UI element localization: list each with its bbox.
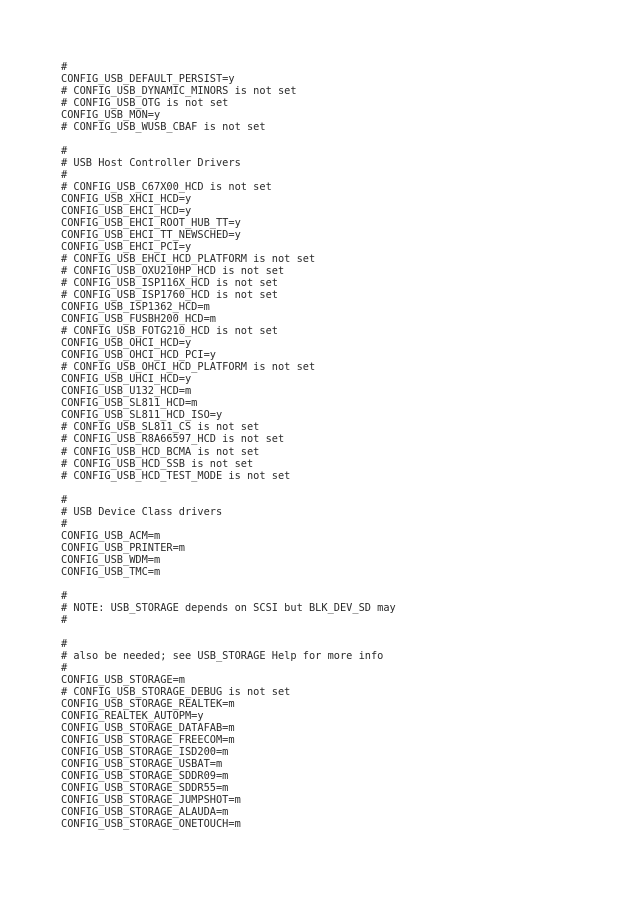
config-line: CONFIG_USB_DEFAULT_PERSIST=y [61,73,235,86]
config-line: # [61,517,68,530]
config-line: CONFIG_USB_ISP1362_HCD=m [61,301,210,314]
config-line: # CONFIG_USB_HCD_TEST_MODE is not set [61,469,291,482]
config-line: # USB Host Controller Drivers [61,157,241,170]
config-line: # CONFIG_USB_HCD_SSB is not set [61,457,254,470]
config-line: CONFIG_USB_ACM=m [61,529,161,542]
config-line [61,578,396,590]
config-line: CONFIG_USB_STORAGE_ALAUDA=m [61,805,229,818]
config-line: CONFIG_USB_STORAGE_REALTEK=m [61,697,235,710]
config-line: CONFIG_USB_STORAGE_FREECOM=m [61,733,235,746]
config-line: # CONFIG_USB_WUSB_CBAF is not set [61,121,266,134]
config-line: CONFIG_USB_SL811_HCD_ISO=y [61,409,223,422]
config-line: # CONFIG_USB_FOTG210_HCD is not set [61,325,278,338]
config-line: CONFIG_USB_STORAGE_JUMPSHOT=m [61,793,241,806]
config-line: CONFIG_USB_STORAGE=m [61,673,185,686]
config-line [61,626,396,638]
config-line: # [61,169,68,182]
config-line: CONFIG_USB_OHCI_HCD=y [61,337,192,350]
config-line: CONFIG_USB_STORAGE_USBAT=m [61,757,223,770]
config-line: CONFIG_USB_EHCI_HCD=y [61,205,192,218]
config-line: # CONFIG_USB_ISP116X_HCD is not set [61,277,278,290]
config-line: # CONFIG_USB_ISP1760_HCD is not set [61,289,278,302]
config-line: CONFIG_USB_SL811_HCD=m [61,397,198,410]
config-line: CONFIG_USB_PRINTER=m [61,541,185,554]
config-listing [61,61,396,830]
config-line: # CONFIG_USB_C67X00_HCD is not set [61,181,272,194]
config-line: # [61,493,68,506]
config-line [61,133,396,145]
config-line: # NOTE: USB_STORAGE depends on SCSI but BLK_DEV_SD may [61,601,396,614]
config-line: # [61,589,68,602]
config-line: CONFIG_USB_STORAGE_ONETOUCH=m [61,817,241,830]
config-line: CONFIG_USB_XHCI_HCD=y [61,193,192,206]
config-line: CONFIG_REALTEK_AUTOPM=y [61,709,204,722]
config-line: # [61,637,68,650]
config-line: CONFIG_USB_STORAGE_SDDR55=m [61,781,229,794]
config-line: # [61,145,68,158]
config-line: CONFIG_USB_EHCI_TT_NEWSCHED=y [61,229,241,242]
config-line [61,482,396,494]
config-line: CONFIG_USB_OHCI_HCD_PCI=y [61,349,216,362]
config-line: CONFIG_USB_EHCI_PCI=y [61,241,192,254]
config-line: CONFIG_USB_STORAGE_ISD200=m [61,745,229,758]
config-line: # CONFIG_USB_STORAGE_DEBUG is not set [61,685,291,698]
config-line: # CONFIG_USB_OTG is not set [61,97,229,110]
config-line: CONFIG_USB_TMC=m [61,565,161,578]
config-line: # CONFIG_USB_R8A66597_HCD is not set [61,433,285,446]
config-line: CONFIG_USB_WDM=m [61,553,161,566]
config-line: # [61,61,68,73]
config-line: CONFIG_USB_U132_HCD=m [61,385,192,398]
config-line: # CONFIG_USB_SL811_CS is not set [61,421,260,434]
config-line: # CONFIG_USB_DYNAMIC_MINORS is not set [61,85,297,98]
config-line: CONFIG_USB_STORAGE_SDDR09=m [61,769,229,782]
config-line: CONFIG_USB_FUSBH200_HCD=m [61,313,216,326]
config-line: # [61,661,68,674]
config-line: # CONFIG_USB_OXU210HP_HCD is not set [61,265,285,278]
config-line: CONFIG_USB_UHCI_HCD=y [61,373,192,386]
config-line: CONFIG_USB_STORAGE_DATAFAB=m [61,721,235,734]
config-line: CONFIG_USB_EHCI_ROOT_HUB_TT=y [61,217,241,230]
config-line: # USB Device Class drivers [61,505,223,518]
config-line: # also be needed; see USB_STORAGE Help for more info [61,649,384,662]
config-line: # CONFIG_USB_HCD_BCMA is not set [61,445,260,458]
config-line: # CONFIG_USB_EHCI_HCD_PLATFORM is not set [61,253,316,266]
config-line: # [61,613,68,626]
config-line: # CONFIG_USB_OHCI_HCD_PLATFORM is not set [61,361,316,374]
config-line: CONFIG_USB_MON=y [61,109,161,122]
